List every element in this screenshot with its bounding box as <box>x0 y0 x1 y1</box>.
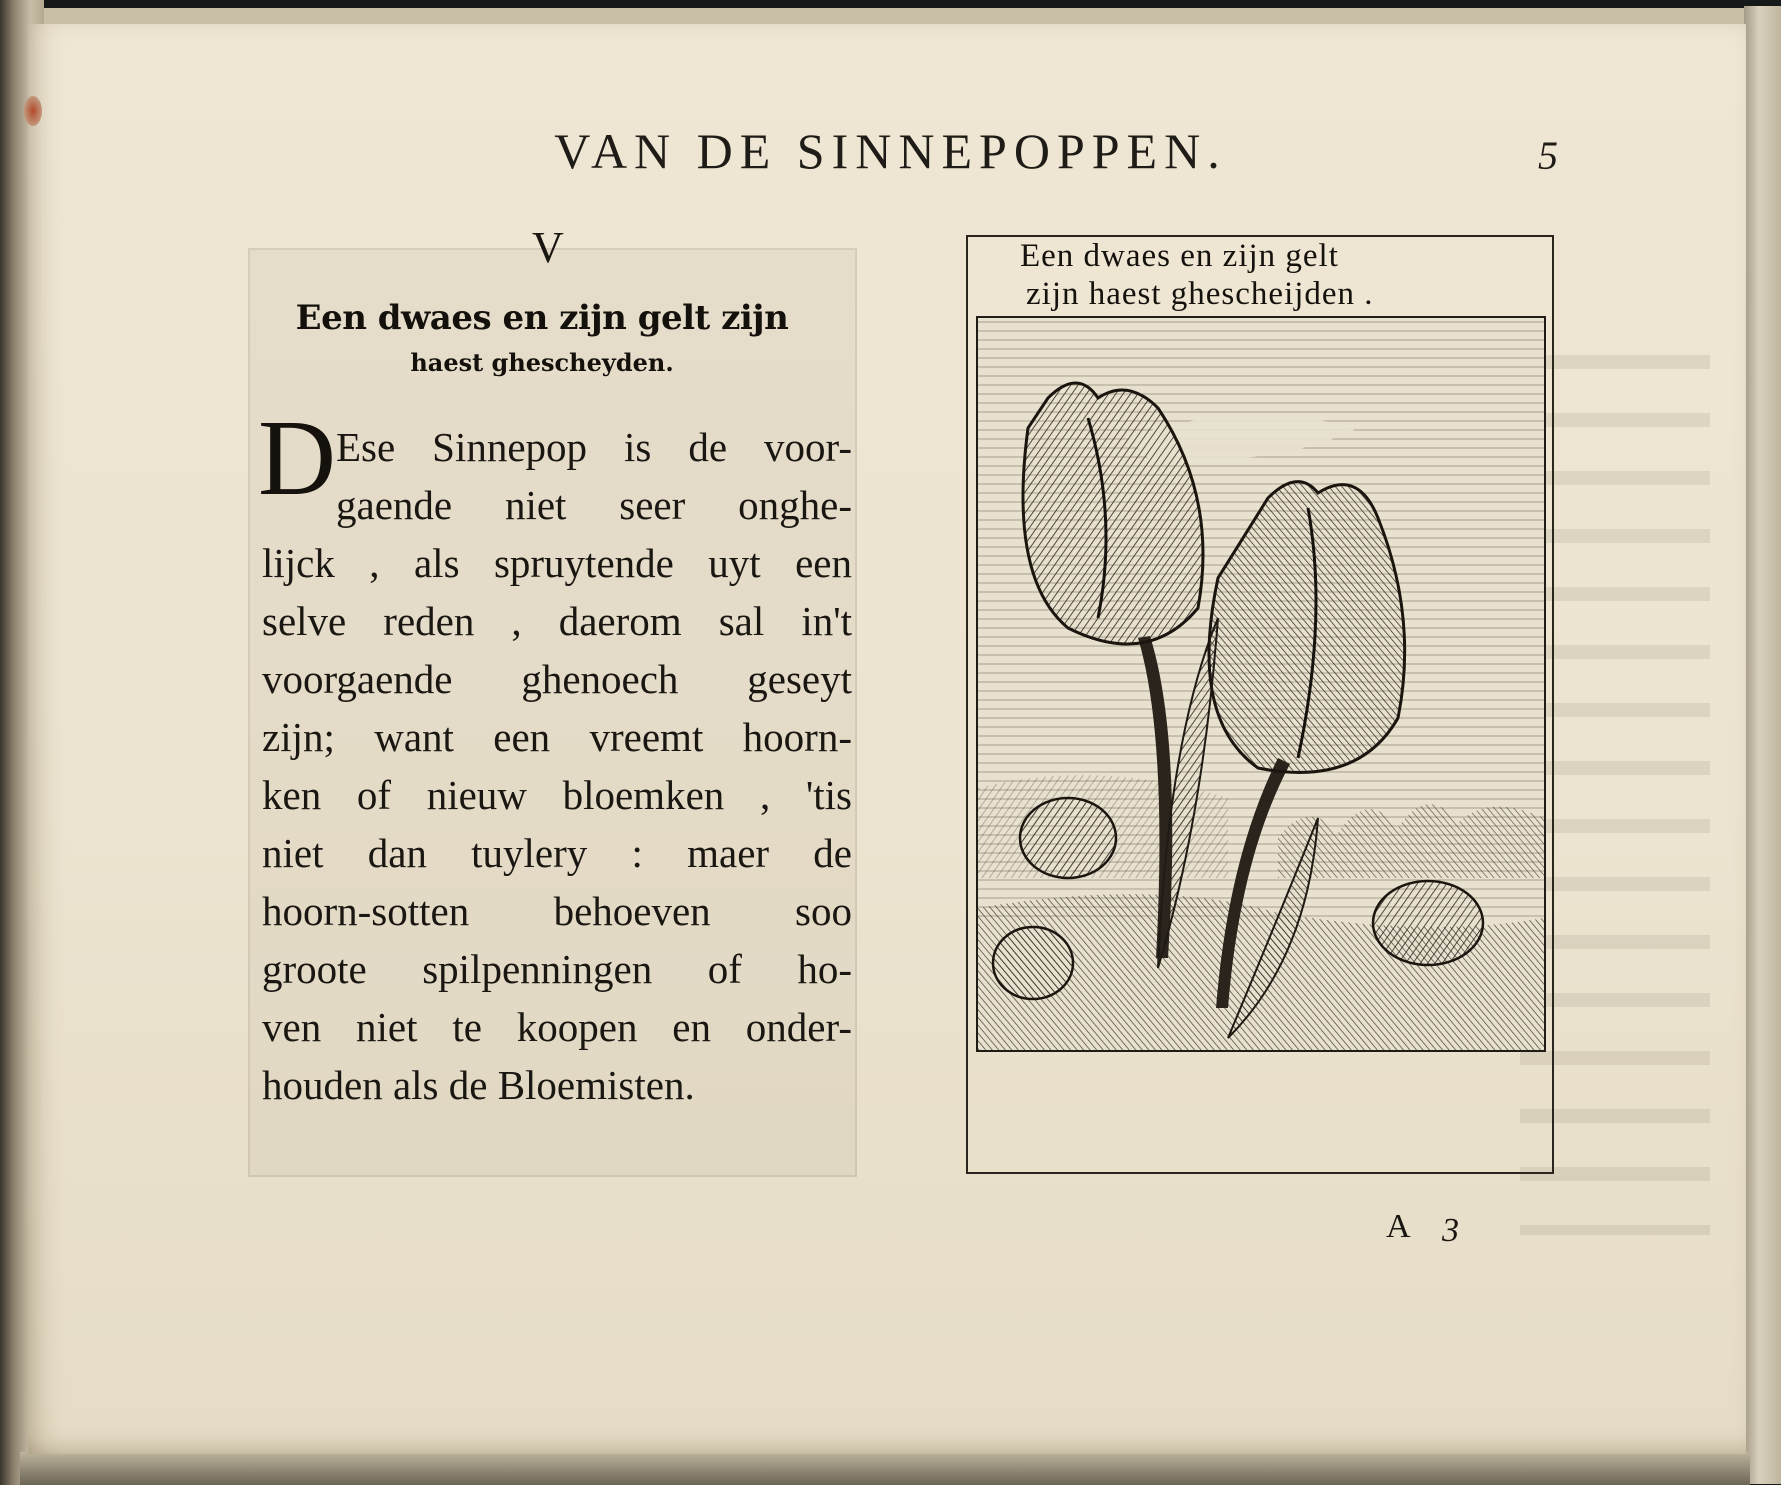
commentary-line: ken of nieuw bloemken , 'tis <box>262 772 852 818</box>
page-bottom-edge <box>20 1452 1750 1485</box>
tulip-bulb <box>993 927 1073 999</box>
commentary-line: Ese Sinnepop is de voor- <box>336 424 852 470</box>
page-fore-edge <box>1744 6 1781 1484</box>
emblem-motto: Een dwaes en zijn gelt zijn <box>295 298 789 338</box>
tulip-bulb <box>1373 881 1483 965</box>
signature-number: 3 <box>1442 1212 1459 1249</box>
emblem-commentary <box>262 418 852 1114</box>
commentary-line: voorgaende ghenoech geseyt <box>262 656 852 702</box>
signature-mark: A <box>1386 1208 1411 1245</box>
commentary-line: lijck , als spruytende uyt een <box>262 540 852 586</box>
commentary-line: houden als de Bloemisten. <box>262 1062 695 1108</box>
running-head: VAN DE SINNEPOPPEN. <box>554 123 1227 179</box>
tulip-bulb <box>1020 798 1116 878</box>
commentary-line: niet dan tuylery : maer de <box>262 830 852 876</box>
commentary-line: zijn; want een vreemt hoorn- <box>262 714 852 760</box>
commentary-line: gaende niet seer onghe- <box>336 482 852 528</box>
commentary-line: selve reden , daerom sal in't <box>262 598 852 644</box>
emblem-number: V <box>532 223 564 272</box>
commentary-line: groote spilpenningen of ho- <box>262 946 852 992</box>
commentary-line: ven niet te koopen en onder- <box>262 1004 852 1050</box>
page-number: 5 <box>1538 133 1558 178</box>
plate-caption-continuation: zijn haest ghescheijden . <box>1026 276 1374 312</box>
plate-caption: Een dwaes en zijn gelt <box>1020 238 1339 274</box>
tulip-engraving <box>976 316 1546 1052</box>
emblem-motto-continuation: haest ghescheyden. <box>410 348 674 377</box>
commentary-line: hoorn-sotten behoeven soo <box>262 888 852 934</box>
drop-cap: D <box>258 399 336 518</box>
